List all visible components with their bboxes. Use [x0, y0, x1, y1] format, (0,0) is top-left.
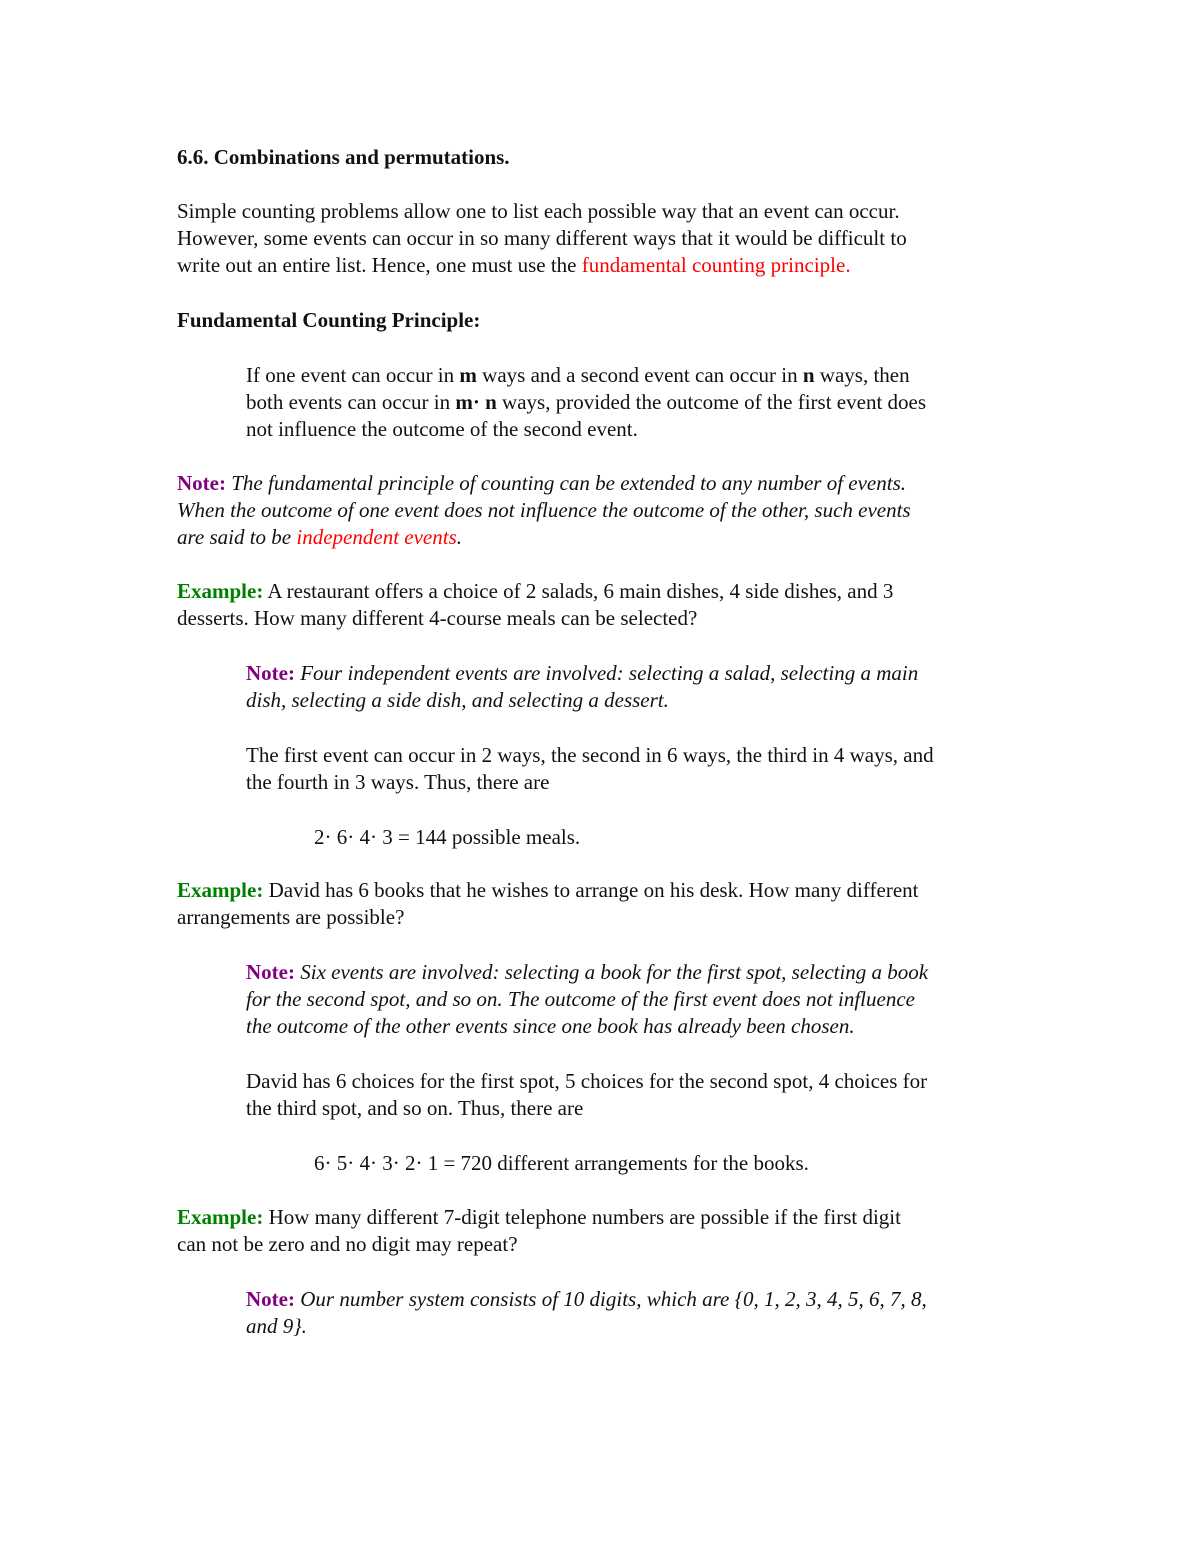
intro-line [177, 252, 907, 279]
example-restaurant [177, 578, 893, 632]
example-restaurant-solution [246, 742, 934, 796]
example-books [177, 877, 918, 931]
example-telephone-note [246, 1286, 927, 1340]
principle-text: ways, provided the outcome of the first event does [496, 390, 927, 414]
solution-line: David has 6 choices for the first spot, 5 choices for the second spot, 4 choices for [246, 1069, 928, 1093]
note-line: the outcome of the other events since one book has already been chosen. [246, 1014, 855, 1038]
example-telephone [177, 1204, 901, 1258]
variable-n: n [802, 363, 815, 387]
note-line: dish, selecting a side dish, and selecting a dessert. [246, 688, 669, 712]
note-text: The fundamental principle of counting can be extended to any number of events. [225, 471, 906, 495]
note-label: Note: [246, 661, 295, 685]
note-text: Four independent events are involved: selecting a salad, selecting a main [294, 661, 919, 685]
example-text: How many different 7-digit telephone numbers are possible if the first digit [263, 1205, 901, 1229]
example-line [177, 877, 918, 904]
intro-line: However, some events can occur in so many different ways that it would be difficult to [177, 226, 907, 250]
principle-text: If one event can occur in [246, 363, 460, 387]
multiplication-dot: · [472, 390, 480, 414]
example-text: David has 6 books that he wishes to arrange on his desk. How many different [263, 878, 919, 902]
principle-line [246, 362, 926, 389]
note-label: Note: [177, 471, 226, 495]
example-line [177, 578, 893, 605]
example-label: Example: [177, 579, 264, 603]
note-line: for the second spot, and so on. The outcome of the first event does not influence [246, 987, 915, 1011]
note-text: Six events are involved: selecting a book for the first spot, selecting a book [294, 960, 929, 984]
section-title: 6.6. Combinations and permutations. [177, 145, 510, 169]
note-text: Our number system consists of 10 digits, which are {0, 1, 2, 3, 4, 5, 6, 7, 8, [294, 1287, 927, 1311]
intro-line: Simple counting problems allow one to list each possible way that an event can occur. [177, 199, 900, 223]
example-line [177, 1204, 901, 1231]
independent-events-term: independent events [296, 525, 457, 549]
note-text: . [456, 525, 462, 549]
variable-m: m [459, 363, 477, 387]
example-line: can not be zero and no digit may repeat? [177, 1232, 518, 1256]
intro-paragraph [177, 198, 907, 279]
note-label: Note: [246, 1287, 295, 1311]
intro-line-text: write out an entire list. Hence, one must use the [177, 253, 582, 277]
note-line: and 9}. [246, 1314, 307, 1338]
principle-statement [246, 362, 926, 443]
solution-line: the third spot, and so on. Thus, there are [246, 1096, 584, 1120]
principle-text: ways and a second event can occur in [476, 363, 803, 387]
principle-text: ways, then [814, 363, 910, 387]
principle-line [246, 389, 926, 416]
example-restaurant-note [246, 660, 918, 714]
note-line: When the outcome of one event does not influence the outcome of the other, such events [177, 498, 911, 522]
principle-heading: Fundamental Counting Principle: [177, 308, 481, 332]
example-line: desserts. How many different 4-course meals can be selected? [177, 606, 698, 630]
note-line [246, 660, 918, 687]
variable-n: n [485, 390, 497, 414]
principle-line: not influence the outcome of the second event. [246, 417, 638, 441]
note-line [246, 959, 928, 986]
note-text: are said to be [177, 525, 297, 549]
example-books-result: 6· 5· 4· 3· 2· 1 = 720 different arrangements for the books. [314, 1151, 809, 1175]
variable-m: m [455, 390, 473, 414]
example-text: A restaurant offers a choice of 2 salads, 6 main dishes, 4 side dishes, and 3 [263, 579, 894, 603]
fundamental-counting-principle-term: fundamental counting principle. [581, 253, 851, 277]
note-line [177, 470, 911, 497]
example-books-note [246, 959, 928, 1040]
principle-text: both events can occur in [246, 390, 456, 414]
example-restaurant-result: 2· 6· 4· 3 = 144 possible meals. [314, 825, 581, 849]
solution-line: the fourth in 3 ways. Thus, there are [246, 770, 550, 794]
note-line [177, 524, 911, 551]
note-label: Note: [246, 960, 295, 984]
solution-line: The first event can occur in 2 ways, the second in 6 ways, the third in 4 ways, and [246, 743, 934, 767]
note-line [246, 1286, 927, 1313]
example-label: Example: [177, 878, 264, 902]
example-line: arrangements are possible? [177, 905, 405, 929]
example-label: Example: [177, 1205, 264, 1229]
example-books-solution [246, 1068, 927, 1122]
note-independent-events [177, 470, 911, 551]
